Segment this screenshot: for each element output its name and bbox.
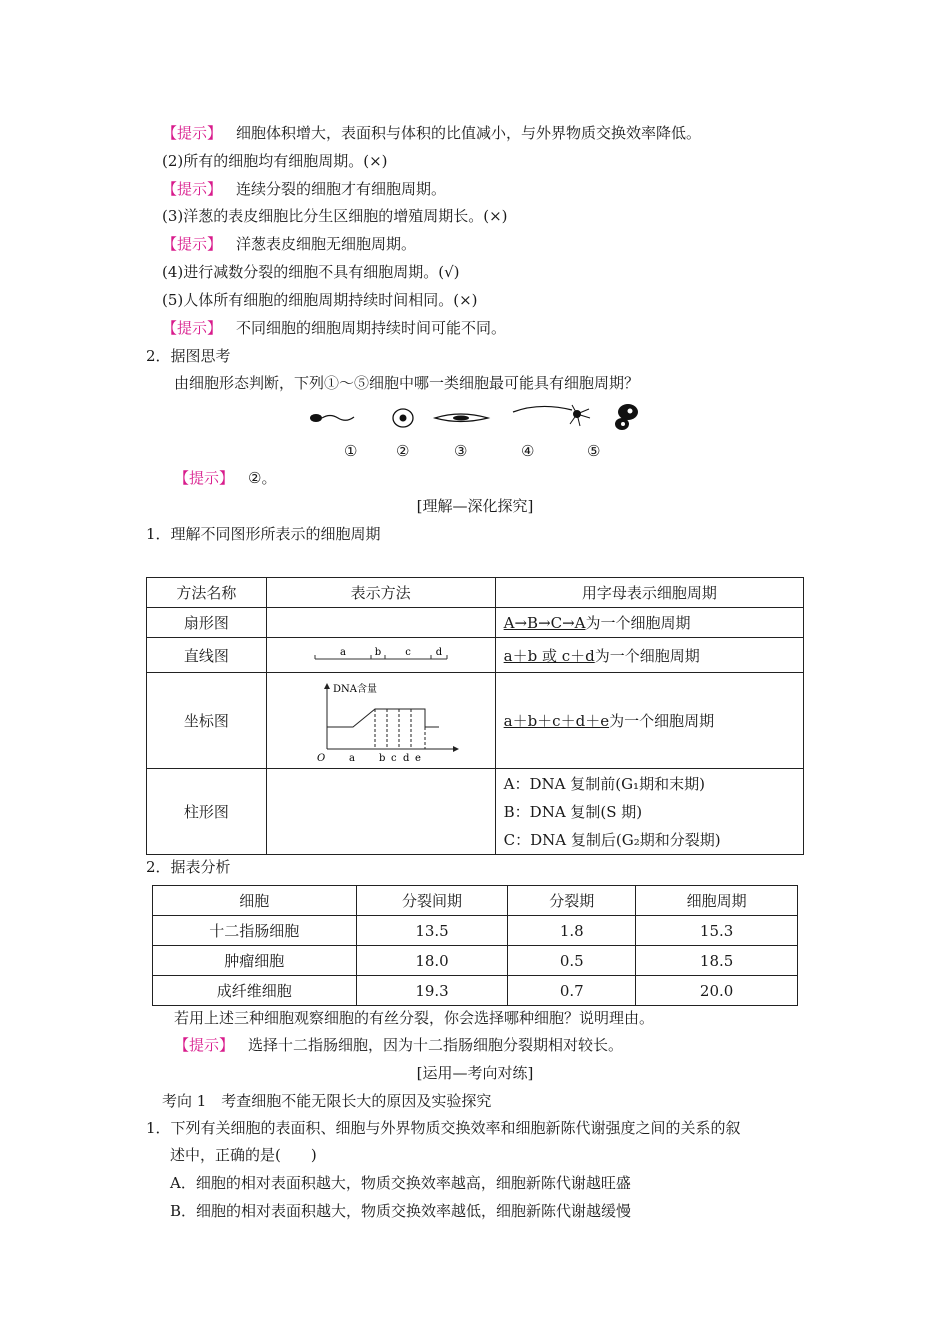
hint-text: 选择十二指肠细胞，因为十二指肠细胞分裂期相对较长。 <box>248 1036 624 1054</box>
hint-text: 细胞体积增大，表面积与体积的比值减小，与外界物质交换效率降低。 <box>236 124 702 142</box>
hint-label: 【提示】 <box>162 124 223 142</box>
coord-xlabel-a: a <box>348 752 355 763</box>
hint-label: 【提示】 <box>174 1036 235 1054</box>
line-label-b: b <box>374 647 381 658</box>
formula: a＋b＋c＋d＋e <box>503 712 610 730</box>
table-cell: 0.5 <box>508 946 636 976</box>
hint-label: 【提示】 <box>162 319 223 337</box>
hint-text: ②。 <box>248 469 277 487</box>
method-description <box>495 673 803 769</box>
spindle-cell-icon <box>435 414 488 422</box>
line-diagram-cell <box>266 638 495 673</box>
option-b: B．细胞的相对表面积越大，物质交换效率越低，细胞新陈代谢越缓慢 <box>170 1202 632 1220</box>
section-title-understand: [理解—深化探究] <box>416 497 534 515</box>
method-description <box>495 638 803 673</box>
neuron-cell-icon <box>513 405 590 426</box>
line-label-c: c <box>404 647 411 658</box>
question-1-line-1: 1．下列有关细胞的表面积、细胞与外界物质交换效率和细胞新陈代谢强度之间的关系的叙 <box>146 1119 741 1137</box>
method-description <box>495 608 803 638</box>
table-cell: 1.8 <box>508 916 636 946</box>
table-cell: 15.3 <box>636 916 798 946</box>
table-header: 分裂间期 <box>356 886 508 916</box>
table-cell: 18.5 <box>636 946 798 976</box>
hint-text: 洋葱表皮细胞无细胞周期。 <box>236 235 417 253</box>
coord-ylabel: DNA含量 <box>332 683 377 695</box>
formula-suffix: 为一个细胞周期 <box>585 614 691 632</box>
cell-label-3: ③ <box>454 442 468 460</box>
hint-line-3 <box>162 234 416 254</box>
formula: a＋b 或 c＋d <box>503 646 595 665</box>
sperm-cell-icon <box>310 414 354 422</box>
table-cell: 19.3 <box>356 976 508 1006</box>
coord-xlabel-b: b <box>378 752 386 763</box>
hint-line-6 <box>174 1035 623 1055</box>
table-cell: 18.0 <box>356 946 508 976</box>
table-cell: 成纤维细胞 <box>153 976 357 1006</box>
cell-label-1: ① <box>344 442 358 460</box>
table-header: 方法名称 <box>147 578 267 608</box>
method-name: 扇形图 <box>147 608 267 638</box>
dividing-cell-icon <box>615 404 638 430</box>
coord-origin: O <box>316 752 325 763</box>
bar-legend-a: A：DNA 复制前(G₁期和末期) <box>503 774 705 793</box>
hint-label: 【提示】 <box>162 235 223 253</box>
formula: A→B→C→A <box>503 614 586 632</box>
hint-text: 连续分裂的细胞才有细胞周期。 <box>236 180 447 198</box>
cell-label-2: ② <box>396 442 410 460</box>
line-label-d: d <box>435 647 442 658</box>
table-row <box>147 769 804 855</box>
table-row <box>153 976 798 1006</box>
table-header: 表示方法 <box>266 578 495 608</box>
method-figure-empty <box>266 769 495 855</box>
table-cell: 13.5 <box>356 916 508 946</box>
judgment-3: (3)洋葱的表皮细胞比分生区细胞的增殖周期长。(×) <box>162 207 508 225</box>
cell-shapes-figure <box>300 400 660 436</box>
section2-heading: 2．据表分析 <box>146 858 231 876</box>
table-row <box>153 916 798 946</box>
figure-heading: 2．据图思考 <box>146 347 231 365</box>
hint-line-2 <box>162 179 446 199</box>
coord-xlabel-c: c <box>390 752 397 763</box>
cell-label-5: ⑤ <box>587 442 601 460</box>
table-row <box>147 608 804 638</box>
table-cell: 20.0 <box>636 976 798 1006</box>
table-header: 分裂期 <box>508 886 636 916</box>
formula-suffix: 为一个细胞周期 <box>609 712 715 730</box>
table-header: 用字母表示细胞周期 <box>495 578 803 608</box>
judgment-5: (5)人体所有细胞的细胞周期持续时间相同。(×) <box>162 291 478 309</box>
coord-xlabel-d: d <box>402 752 410 763</box>
hint-label: 【提示】 <box>174 469 235 487</box>
option-a: A．细胞的相对表面积越大，物质交换效率越高，细胞新陈代谢越旺盛 <box>170 1174 631 1192</box>
method-description <box>495 769 803 855</box>
hint-label: 【提示】 <box>162 180 223 198</box>
hint-line-4 <box>162 318 506 338</box>
question-1-line-2: 述中，正确的是( ) <box>170 1146 317 1164</box>
cell-cycle-duration-table <box>152 885 798 1006</box>
cell-label-4: ④ <box>521 442 535 460</box>
coord-xlabel-e: e <box>414 752 421 763</box>
section1-heading: 1．理解不同图形所表示的细胞周期 <box>146 525 381 543</box>
table-cell: 肿瘤细胞 <box>153 946 357 976</box>
round-cell-icon <box>393 409 413 427</box>
cell-cycle-methods-table <box>146 577 804 855</box>
table-row <box>147 638 804 673</box>
line-label-a: a <box>339 647 346 658</box>
method-name: 坐标图 <box>147 673 267 769</box>
table-cell: 0.7 <box>508 976 636 1006</box>
judgment-4: (4)进行减数分裂的细胞不具有细胞周期。(√) <box>162 263 460 281</box>
coordinate-diagram <box>313 679 463 763</box>
hint-text: 不同细胞的细胞周期持续时间可能不同。 <box>236 319 507 337</box>
topic-heading: 考向 1 考查细胞不能无限长大的原因及实验探究 <box>162 1092 492 1110</box>
hint-line-1 <box>162 123 701 143</box>
coordinate-diagram-cell <box>266 673 495 769</box>
table-row <box>147 673 804 769</box>
table-header: 细胞周期 <box>636 886 798 916</box>
method-figure-empty <box>266 608 495 638</box>
method-name: 直线图 <box>147 638 267 673</box>
section2-question: 若用上述三种细胞观察细胞的有丝分裂，你会选择哪种细胞？说明理由。 <box>174 1009 655 1027</box>
table-header-row <box>147 578 804 608</box>
table-cell: 十二指肠细胞 <box>153 916 357 946</box>
table-header: 细胞 <box>153 886 357 916</box>
method-name: 柱形图 <box>147 769 267 855</box>
figure-question: 由细胞形态判断，下列①～⑤细胞中哪一类细胞最可能具有细胞周期？ <box>174 374 640 392</box>
table-header-row <box>153 886 798 916</box>
judgment-2: (2)所有的细胞均有细胞周期。(×) <box>162 152 388 170</box>
table-row <box>153 946 798 976</box>
bar-legend-c: C：DNA 复制后(G₂期和分裂期) <box>503 830 721 849</box>
formula-suffix: 为一个细胞周期 <box>594 646 700 665</box>
line-diagram <box>313 645 453 665</box>
bar-legend-b: B：DNA 复制(S 期) <box>503 802 643 821</box>
hint-line-5 <box>174 468 276 488</box>
section-title-apply: [运用—考向对练] <box>416 1064 534 1082</box>
